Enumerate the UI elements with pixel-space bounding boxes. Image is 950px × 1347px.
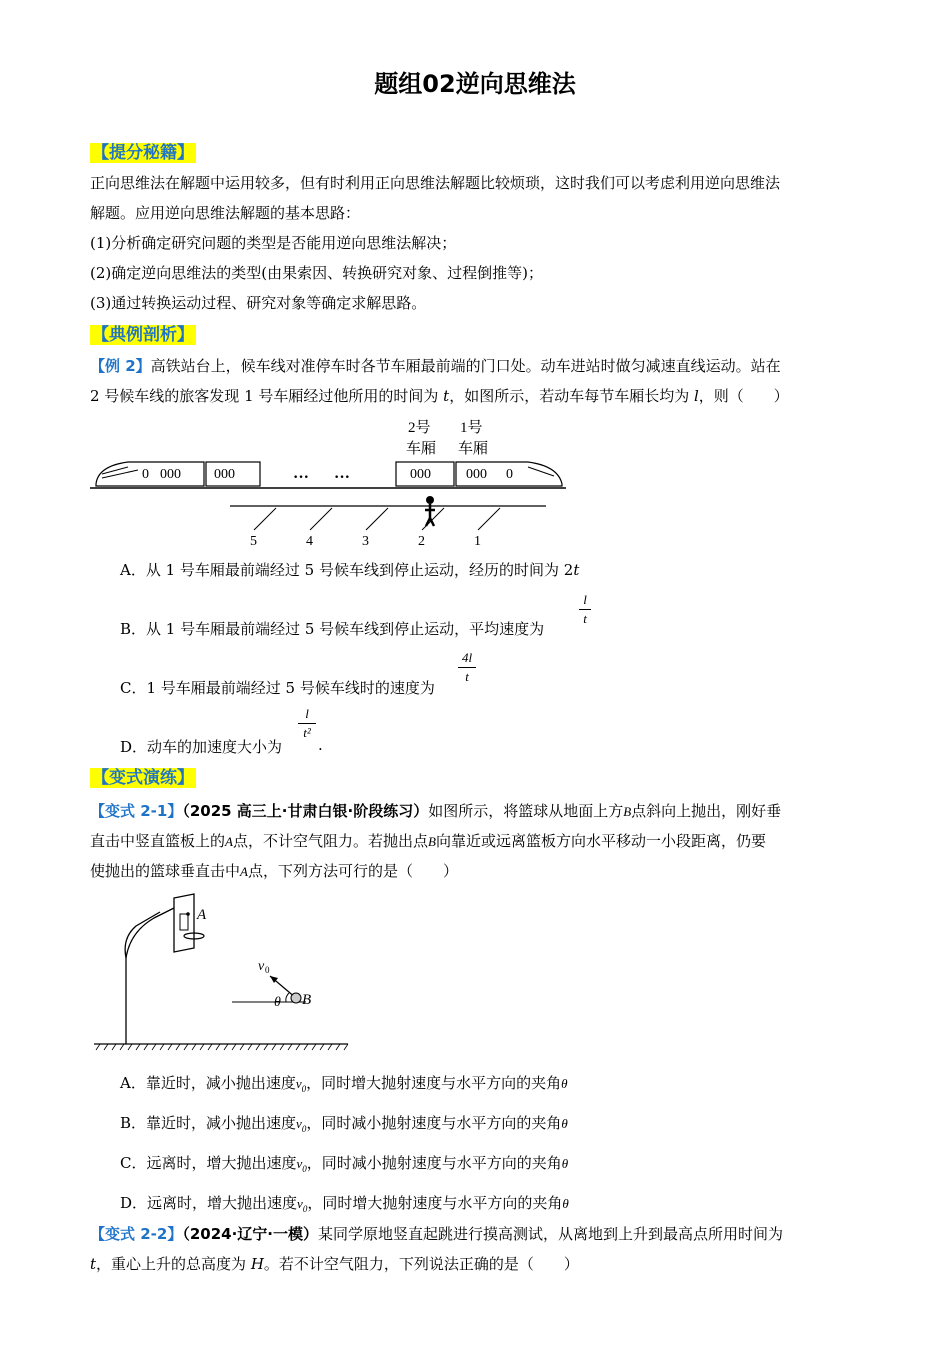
dots-right: ···	[334, 469, 351, 486]
example2-option-c[interactable]	[120, 677, 435, 698]
variant22-line-1	[90, 1219, 783, 1249]
fig-label-v0: v	[258, 959, 265, 974]
variant21-text-1b: 点斜向上抛出，刚好垂	[631, 802, 782, 820]
option-c-text: C．1 号车厢最前端经过 5 号候车线时的速度为	[120, 679, 435, 697]
variant21-line-1	[90, 796, 781, 827]
v21-opt-a-text2: ，同时增大抛射速度与水平方向的夹角	[306, 1074, 562, 1092]
variant21-point-b2: B	[427, 834, 436, 849]
v21-opt-c-v: v	[296, 1156, 303, 1171]
section-tag-practice	[90, 766, 196, 790]
left-digit: 0	[142, 467, 149, 482]
variant22-var-t: t	[90, 1255, 97, 1273]
line-num-2: 2	[418, 534, 425, 549]
option-d-num: l	[305, 706, 309, 721]
variant21-point-b: B	[623, 804, 632, 819]
example2-text-2e: ，则（ ）	[698, 387, 789, 405]
example2-text-1: 高铁站台上，候车线对准停车时各节车厢最前端的门口处。动车进站时做匀减速直线运动。站在	[150, 357, 781, 375]
variant21-text-3b: 点，下列方法可行的是（ ）	[247, 862, 458, 880]
variant22-text-2d: 。若不计空气阻力，下列说法正确的是（ ）	[263, 1255, 579, 1273]
label-car1b: 车厢	[458, 441, 489, 457]
option-a-text: A．从 1 号车厢最前端经过 5 号候车线到停止运动，经历的时间为 2	[120, 561, 574, 579]
example2-var-l: l	[693, 387, 699, 405]
variant22-text-2b: ，重心上升的总高度为	[96, 1255, 251, 1273]
fig-label-a: A	[197, 907, 207, 923]
v21-opt-c-theta: θ	[561, 1156, 569, 1171]
section-tag-tips	[90, 141, 196, 165]
example2-line-2	[90, 381, 789, 411]
variant21-option-b[interactable]	[120, 1112, 568, 1134]
tips-line-4: (2)确定逆向思维法的类型(由果索因、转换研究对象、过程倒推等)；	[90, 264, 543, 282]
left-digits-a: 000	[160, 467, 181, 482]
line-num-5: 5	[250, 534, 257, 549]
variant21-text-2b: 点，不计空气阻力。若抛出点	[232, 832, 428, 850]
fig-label-v0-sub: 0	[265, 965, 270, 975]
label-car2: 2号	[408, 420, 431, 436]
passenger-head	[426, 496, 434, 504]
ground-hatch	[96, 1044, 348, 1050]
option-c-den: t	[465, 669, 469, 684]
variant21-point-a: A	[225, 834, 233, 849]
variant21-text-3a: 使抛出的篮球垂直击中	[90, 862, 241, 880]
variant21-option-a[interactable]	[120, 1072, 568, 1094]
variant21-label: 【变式 2-1】	[90, 802, 183, 820]
v21-opt-a-vsub: 0	[301, 1084, 307, 1094]
variant21-text-2a: 直击中竖直篮板上的	[90, 832, 226, 850]
v21-opt-d-text: D．远离时，增大抛出速度	[120, 1194, 298, 1212]
option-d-text: D．动车的加速度大小为	[120, 738, 283, 756]
basketball-figure	[90, 892, 352, 1056]
option-b-num: l	[583, 592, 587, 607]
v21-opt-a-theta: θ	[561, 1076, 568, 1091]
right-digit: 0	[506, 467, 513, 482]
variant21-point-a2: A	[240, 864, 248, 879]
left-locomotive	[96, 462, 204, 486]
example2-var-t: t	[443, 387, 450, 405]
line-num-3: 3	[362, 534, 369, 549]
v21-opt-b-theta: θ	[561, 1116, 568, 1131]
variant22-label: 【变式 2-2】	[90, 1225, 183, 1243]
variant21-text-1a: 如图所示，将篮球从地面上方	[428, 802, 624, 820]
option-d-den: t²	[303, 725, 311, 740]
v21-opt-d-vsub: 0	[302, 1204, 308, 1214]
tips-line-2: 解题。应用逆向思维法解题的基本思路：	[90, 204, 361, 222]
v21-opt-c-text2: ，同时减小抛射速度与水平方向的夹角	[306, 1154, 562, 1172]
page-title: 题组02逆向思维法	[374, 70, 576, 98]
fig-label-b: B	[302, 992, 312, 1008]
option-d-fraction	[298, 706, 316, 741]
option-b-text: B．从 1 号车厢最前端经过 5 号候车线到停止运动，平均速度为	[120, 620, 545, 638]
v21-opt-b-vsub: 0	[301, 1124, 307, 1134]
v21-opt-d-text2: ，同时增大抛射速度与水平方向的夹角	[307, 1194, 563, 1212]
v21-opt-c-vsub: 0	[302, 1164, 307, 1174]
variant21-source: （2025 高三上·甘肃白银·阶段练习）	[182, 802, 429, 820]
v21-opt-b-v: v	[296, 1116, 302, 1131]
option-b-fraction	[579, 592, 591, 627]
option-b-den: t	[583, 611, 587, 626]
example2-option-a[interactable]	[120, 559, 579, 580]
example2-text-2c: ，如图所示，若动车每节车厢长均为	[449, 387, 694, 405]
tag-example-label: 【典例剖析】	[92, 325, 194, 345]
section-tag-example	[90, 323, 196, 347]
tips-line-1: 正向思维法在解题中运用较多，但有时利用正向思维法解题比较烦琐，这时我们可以考虑利用逆向思维法	[90, 174, 781, 192]
example2-option-b[interactable]	[120, 618, 544, 639]
line-num-4: 4	[306, 534, 313, 549]
tag-tips-label: 【提分秘籍】	[92, 143, 194, 163]
v21-opt-a-text: A．靠近时，减小抛出速度	[120, 1074, 296, 1092]
variant22-text-1: 某同学原地竖直起跳进行摸高测试，从离地到上升到最高点所用时间为	[317, 1225, 783, 1243]
train-figure	[88, 414, 570, 550]
example2-line-1	[90, 351, 781, 381]
backboard	[174, 894, 194, 952]
v21-opt-a-v: v	[295, 1076, 302, 1091]
example2-option-d[interactable]	[120, 736, 282, 757]
v21-opt-d-v: v	[297, 1196, 303, 1211]
left-digits-b: 000	[214, 467, 235, 482]
point-a-dot	[186, 912, 190, 916]
car2-digits: 000	[410, 467, 431, 482]
label-car2b: 车厢	[406, 441, 437, 457]
variant22-source: （2024·辽宁·一模）	[182, 1225, 318, 1243]
hoop-pole	[125, 912, 160, 1044]
example2-text-2a: 2 号候车线的旅客发现 1 号车厢经过他所用的时间为	[90, 387, 444, 405]
v21-opt-b-text: B．靠近时，减小抛出速度	[120, 1114, 297, 1132]
fig-label-theta: θ	[274, 995, 281, 1010]
v21-opt-d-theta: θ	[562, 1196, 569, 1211]
variant22-line-2	[90, 1249, 579, 1279]
option-d-end: .	[318, 736, 323, 754]
variant22-var-h: H	[250, 1255, 264, 1273]
line-num-1: 1	[474, 534, 481, 549]
example2-label: 【例 2】	[90, 357, 151, 375]
option-a-var: t	[573, 561, 580, 579]
car1-digits: 000	[466, 467, 487, 482]
variant21-line-2	[90, 826, 766, 857]
tips-line-3: (1)分析确定研究问题的类型是否能用逆向思维法解决；	[90, 234, 457, 252]
basketball	[291, 993, 301, 1003]
variant21-option-d[interactable]	[120, 1192, 569, 1214]
option-c-fraction	[458, 650, 476, 685]
tips-line-5: (3)通过转换运动过程、研究对象等确定求解思路。	[90, 294, 427, 312]
v21-opt-c-text: C．远离时，增大抛出速度	[120, 1154, 297, 1172]
tag-practice-label: 【变式演练】	[92, 768, 194, 788]
variant21-line-3	[90, 856, 458, 887]
variant21-option-c[interactable]	[120, 1152, 568, 1174]
dots-left: ···	[293, 469, 310, 486]
v21-opt-b-text2: ，同时减小抛射速度与水平方向的夹角	[306, 1114, 562, 1132]
label-car1: 1号	[460, 420, 483, 436]
option-c-num: 4l	[461, 650, 473, 665]
variant21-text-2c: 向靠近或远离篮板方向水平移动一小段距离，仍要	[435, 832, 766, 850]
